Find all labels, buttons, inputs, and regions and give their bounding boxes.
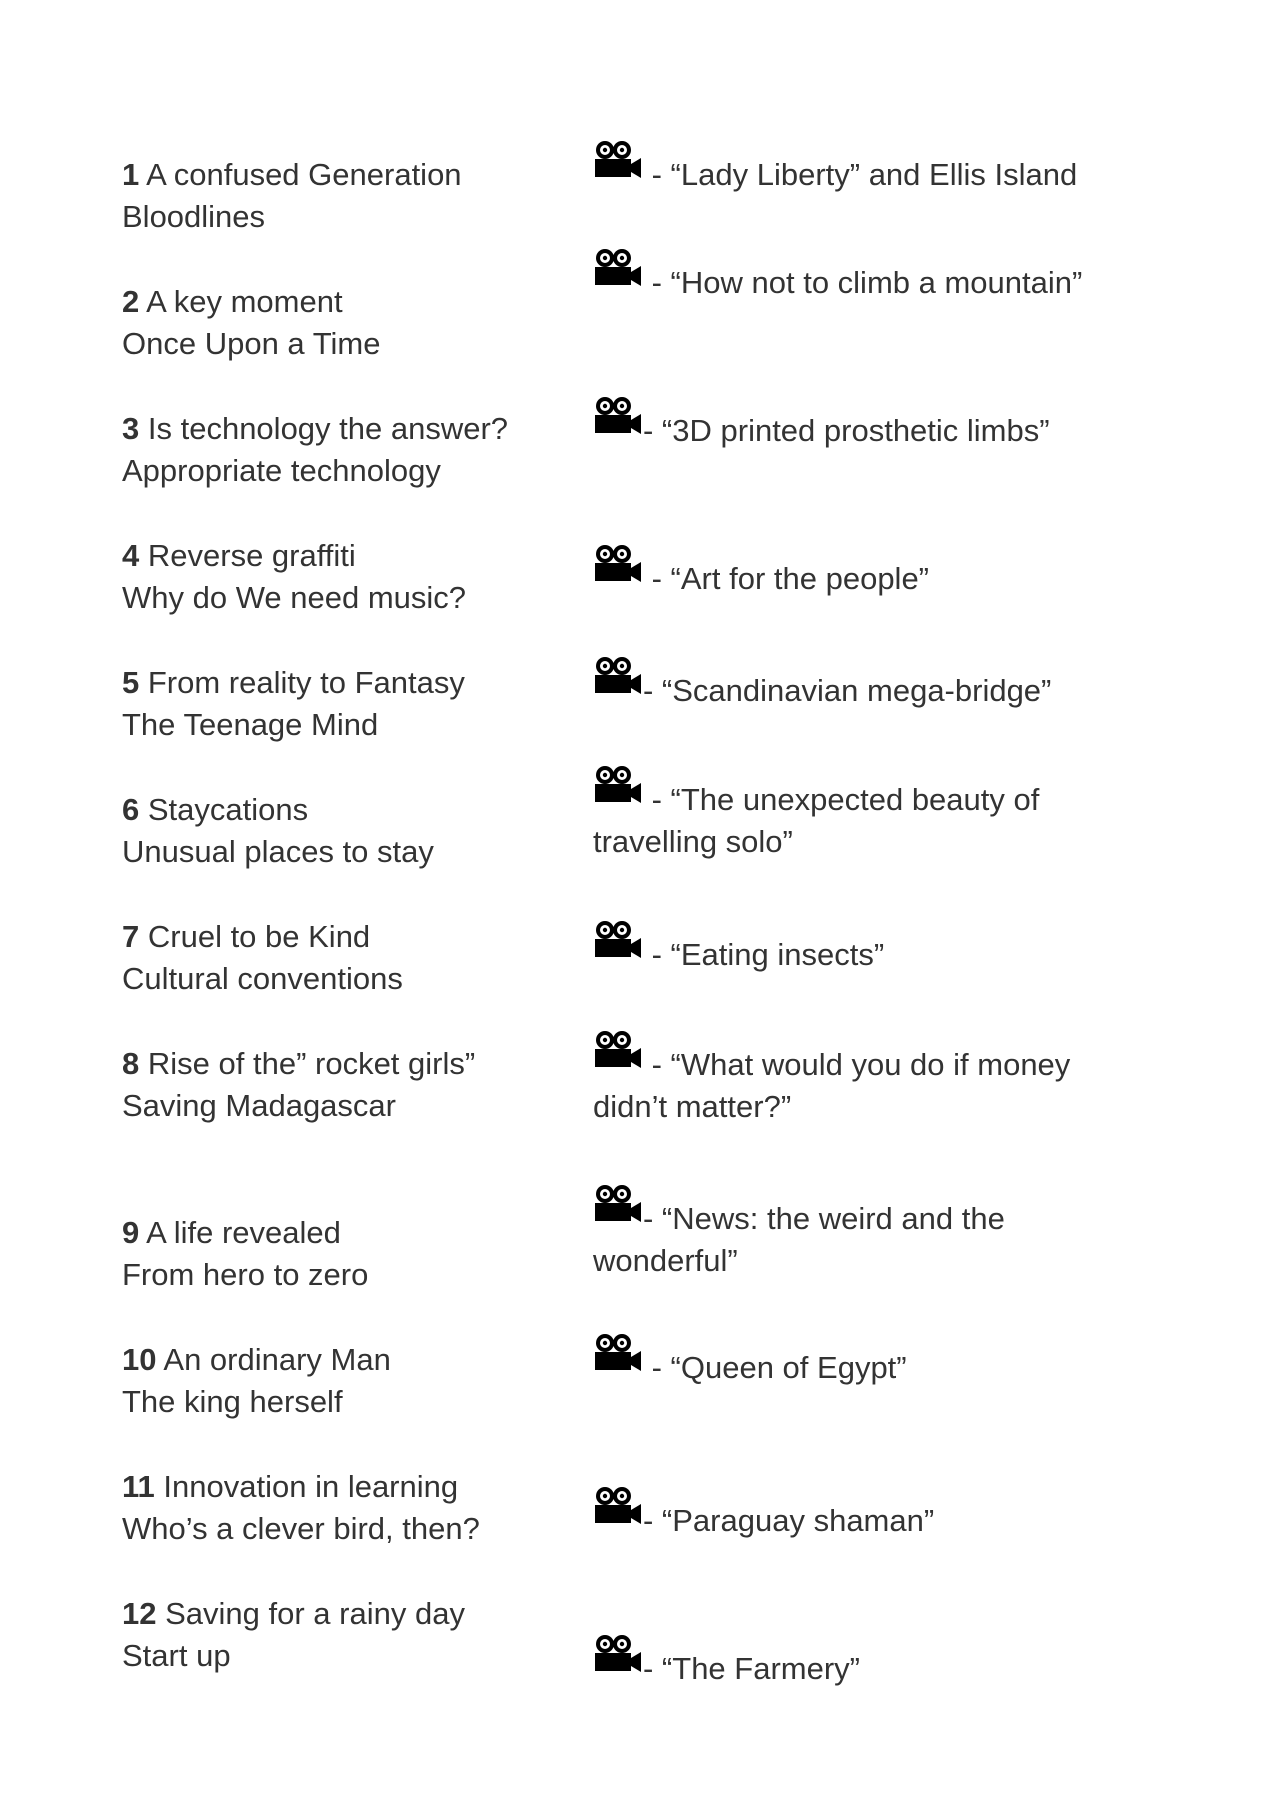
video-title-continued: wonderful” [593,1243,738,1278]
unit-number: 2 [122,284,140,319]
unit-subtitle: Once Upon a Time [122,326,381,361]
unit-subtitle: Cultural conventions [122,961,403,996]
unit-title-line [122,1043,562,1085]
unit-subtitle: From hero to zero [122,1257,369,1292]
unit-3 [122,408,562,492]
video-item-2 [593,262,1153,304]
video-item-1 [593,154,1153,196]
video-title: - “Art for the people” [643,561,930,596]
unit-1 [122,154,562,238]
video-title: - “Eating insects” [643,937,885,972]
unit-12 [122,1593,562,1677]
unit-title-line [122,281,562,323]
unit-7 [122,916,562,1000]
video-item-3 [593,410,1153,452]
movie-camera-icon [593,1198,643,1240]
unit-title: Innovation in learning [163,1469,459,1504]
unit-title: Is technology the answer? [147,411,509,446]
movie-camera-icon [593,1648,643,1690]
unit-subtitle: Saving Madagascar [122,1088,396,1123]
video-title-continued: travelling solo” [593,824,793,859]
video-item-12 [593,1648,1153,1690]
unit-subtitle: Appropriate technology [122,453,441,488]
unit-title: Cruel to be Kind [147,919,371,954]
unit-subtitle: Why do We need music? [122,580,467,615]
unit-title-line [122,535,562,577]
video-title: - “Lady Liberty” and Ellis Island [643,157,1078,192]
unit-title-line [122,408,562,450]
unit-title-line [122,154,562,196]
unit-number: 11 [122,1469,155,1504]
unit-title: Rise of the” rocket girls” [147,1046,476,1081]
unit-number: 1 [122,157,140,192]
unit-title: A life revealed [146,1215,341,1250]
unit-subtitle: Start up [122,1638,231,1673]
unit-title-line [122,1212,562,1254]
unit-title: From reality to Fantasy [147,665,465,700]
video-item-10 [593,1347,1153,1389]
unit-title-line [122,916,562,958]
movie-camera-icon [593,779,643,821]
unit-5 [122,662,562,746]
unit-title-line [122,1593,562,1635]
movie-camera-icon [593,934,643,976]
unit-title-line [122,662,562,704]
video-title-continued: didn’t matter?” [593,1089,792,1124]
unit-number: 9 [122,1215,140,1250]
movie-camera-icon [593,262,643,304]
video-title: - “The Farmery” [643,1651,860,1686]
movie-camera-icon [593,670,643,712]
unit-9 [122,1212,562,1296]
unit-title: A key moment [146,284,343,319]
unit-4 [122,535,562,619]
video-item-7 [593,934,1153,976]
movie-camera-icon [593,410,643,452]
unit-number: 8 [122,1046,140,1081]
unit-6 [122,789,562,873]
unit-2 [122,281,562,365]
video-title: - “News: the weird and the [643,1201,1005,1236]
unit-8 [122,1043,562,1127]
video-item-11 [593,1500,1153,1542]
unit-subtitle: Unusual places to stay [122,834,434,869]
video-title: - “Queen of Egypt” [643,1350,907,1385]
video-item-9 [593,1198,1153,1282]
unit-subtitle: The king herself [122,1384,343,1419]
unit-title: An ordinary Man [163,1342,391,1377]
movie-camera-icon [593,1500,643,1542]
unit-title: Saving for a rainy day [165,1596,465,1631]
unit-11 [122,1466,562,1550]
video-item-6 [593,779,1153,863]
unit-title-line [122,789,562,831]
unit-number: 10 [122,1342,157,1377]
unit-title-line [122,1339,562,1381]
video-item-8 [593,1044,1153,1128]
unit-subtitle: Who’s a clever bird, then? [122,1511,480,1546]
video-title: - “The unexpected beauty of [643,782,1040,817]
video-item-5 [593,670,1153,712]
video-item-4 [593,558,1153,600]
unit-number: 4 [122,538,140,573]
video-title: - “How not to climb a mountain” [643,265,1083,300]
unit-title: A confused Generation [146,157,462,192]
video-title: - “Paraguay shaman” [643,1503,935,1538]
unit-10 [122,1339,562,1423]
unit-title: Staycations [147,792,309,827]
movie-camera-icon [593,154,643,196]
unit-number: 3 [122,411,140,446]
video-title: - “Scandinavian mega-bridge” [643,673,1052,708]
unit-number: 5 [122,665,140,700]
unit-number: 6 [122,792,140,827]
video-title: - “3D printed prosthetic limbs” [643,413,1050,448]
unit-title: Reverse graffiti [147,538,356,573]
movie-camera-icon [593,1044,643,1086]
movie-camera-icon [593,558,643,600]
unit-subtitle: Bloodlines [122,199,266,234]
unit-subtitle: The Teenage Mind [122,707,379,742]
movie-camera-icon [593,1347,643,1389]
unit-title-line [122,1466,562,1508]
unit-number: 7 [122,919,140,954]
unit-number: 12 [122,1596,157,1631]
video-title: - “What would you do if money [643,1047,1071,1082]
